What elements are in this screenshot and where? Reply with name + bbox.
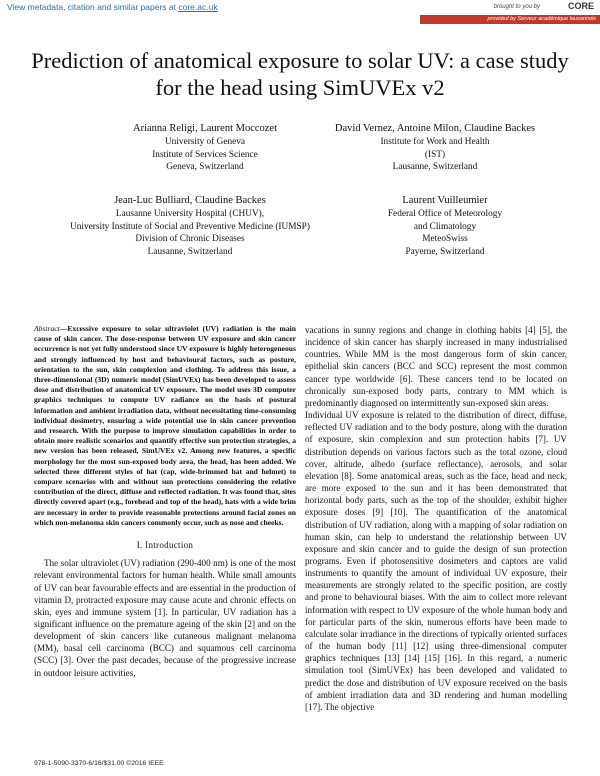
body-paragraph-1: vacations in sunny regions and change in clothing habits [4] [5], the incidence of skin cancer has sharply increased in many industrialised countries. While MM is the most dangerous form of skin cancer, epithelial skin cancers (BCC and SCC) represent the most common cancer type worldwide [6]. These cancers tend to be located on chronically sun-exposed body parts, contrary to MM which is predominantly diagnosed on intermittently sun-exposed skin areas. <box>305 325 567 408</box>
author-names: Jean-Luc Bulliard, Claudine Backes <box>114 195 266 206</box>
affiliation-line: Federal Office of Meteorology <box>387 209 503 219</box>
core-logo-text: CORE <box>567 1 594 11</box>
affiliation-line: Geneva, Switzerland <box>166 162 244 173</box>
brought-by-text: brought to you by <box>493 4 540 10</box>
body-paragraph-2: Individual UV exposure is related to the distribution of direct, diffuse, reflected UV radiation and to the body posture, along with the duration of exposure, skin complexion and sun protection habits [7]. UV distribution depends on various factors such as the total ozone, cloud cover, altitude, albedo (surface reflectance), aerosols, and solar elevation [8]. Some anatomical areas, such as the face, head and neck, are more exposed to the sun and it has been demonstrated that horizontal body parts, such as the top of the shoulder, exhibit higher exposure doses [9] [10]. The quantification of the anatomical distribution of UV radiation, along with a mapping of solar radiation on human skin, can help to understand the relationship between UV exposure and skin cancer and to guide the design of sun protection programs. Even if photosensitive dosimeters and captors are valid instruments to quantify the amount of individual UV exposure, their measurements are strongly related to the specific position, are costly and prone to behavioural biases. With the aim to collect more relevant information with respect to UV exposure of the whole human body and for particular parts of the skin, numerous efforts have been made to calculate solar irradiance in the directions of typically oriented surfaces of the human body [11] [12] using three-dimensional computer graphics techniques [13] [14] [15] [16]. In this regard, a numeric simulation tool (SimUVEx) has been developed and validated to predict the dose and distribution of UV exposure received on the basis of ambient irradiation data and 3D rendering and human modelling [17]. The objective <box>305 410 567 712</box>
core-link-site[interactable]: core.ac.uk <box>178 2 218 12</box>
author-block-3 <box>40 194 340 258</box>
core-banner <box>0 0 600 14</box>
affiliation-line: University of Geneva <box>164 137 246 147</box>
affiliation-line: Institute for Work and Health <box>380 137 490 147</box>
author-names: Arianna Religi, Laurent Moccozet <box>132 123 278 134</box>
affiliation-line: and Climatology <box>413 221 477 232</box>
author-block-4 <box>350 194 540 258</box>
affiliation-line: Payerne, Switzerland <box>405 246 485 257</box>
intro-paragraph: The solar ultraviolet (UV) radiation (290-400 nm) is one of the most relevant environmental factors for human health. While small amounts of UV can bear favourable effects and are essential in the production of vitamin D, protracted exposure may cause acute and chronic effects on skin, eyes and immune system [1]. In particular, UV radiation has a significant influence on the premature ageing of the skin [2] and on the development of skin cancers like cutaneous malignant melanoma (MM), basal cell carcinoma (BCC) and squamous cell carcinoma (SCC) [3]. Over the past decades, because of the progressive increase in outdoor leisure activities, <box>34 558 296 678</box>
section-heading-introduction: I. Introduction <box>136 540 194 551</box>
left-column <box>34 324 296 679</box>
affiliation-line: Division of Chronic Diseases <box>135 234 245 245</box>
core-metadata-link[interactable] <box>7 2 218 12</box>
paper-title: Prediction of anatomical exposure to solar UV: a case study for the head using SimUVEx v2 <box>31 48 569 100</box>
author-block-1 <box>120 122 290 174</box>
affiliation-line: MeteoSwiss <box>422 234 468 245</box>
copyright-footer: 978-1-5090-3370-6/16/$31.00 ©2016 IEEE <box>34 760 164 767</box>
affiliation-line: Lausanne University Hospital (CHUV), <box>115 209 265 219</box>
author-block-2 <box>320 122 550 174</box>
author-names: Laurent Vuilleumier <box>402 195 488 206</box>
provided-by-banner <box>420 15 600 24</box>
author-names: David Vernez, Antoine Milon, Claudine Backes <box>334 123 536 134</box>
abstract <box>34 324 296 528</box>
affiliation-line: Lausanne, Switzerland <box>392 162 478 173</box>
affiliation-line: Lausanne, Switzerland <box>147 246 233 257</box>
abstract-label: Abstract <box>34 324 60 333</box>
core-logo[interactable] <box>568 1 594 11</box>
provided-by-text: provided by Serveur académique lausannois <box>487 16 596 22</box>
abstract-text: —Excessive exposure to solar ultraviolet (UV) radiation is the main cause of skin cancer. The dose-response between UV exposure and skin cancer occurrence is not yet fully understood since UV exposure is highly heterogeneous and strongly influenced by host and behavioural factors, such as posture, orientation to the sun, skin complexion and clothing. To address this issue, a three-dimensional (3D) numeric model (SimUVEx) has been developed to assess dose and distribution of anatomical UV exposure. The model uses 3D computer graphics techniques to compute UV radiance on the basis of postural information and ambient irradiation data, without necessitating time-consuming individual dosimetry, ensuring a wide potential use in skin cancer prevention and research. With the purpose to improve simulation capabilities in order to obtain more realistic scenarios and quantify effective sun protection strategies, a new version has been released, SimUVEx v2. Among new features, a specific morphology for the most sun-exposed body area, the head, has been added. We selected three different styles of hat (cap, wide-brimmed hat and helmet) to compare scenarios with and without sun protections considering the relative contribution of the direct, diffuse and reflected radiation. It was found that, sites directly covered apart (e.g., forehead and top of the head), hats with a wide brim are necessary in order to provide reasonable protections around facial zones on which non-melanoma skin cancers commonly occur, such as nose and cheeks. <box>34 324 296 527</box>
core-link-text: View metadata, citation and similar papers at <box>7 2 179 12</box>
affiliation-line: (IST) <box>424 149 446 160</box>
affiliation-line: University Institute of Social and Preventive Medicine (IUMSP) <box>70 221 310 232</box>
right-column <box>305 324 567 713</box>
affiliation-line: Institute of Services Science <box>152 149 258 160</box>
